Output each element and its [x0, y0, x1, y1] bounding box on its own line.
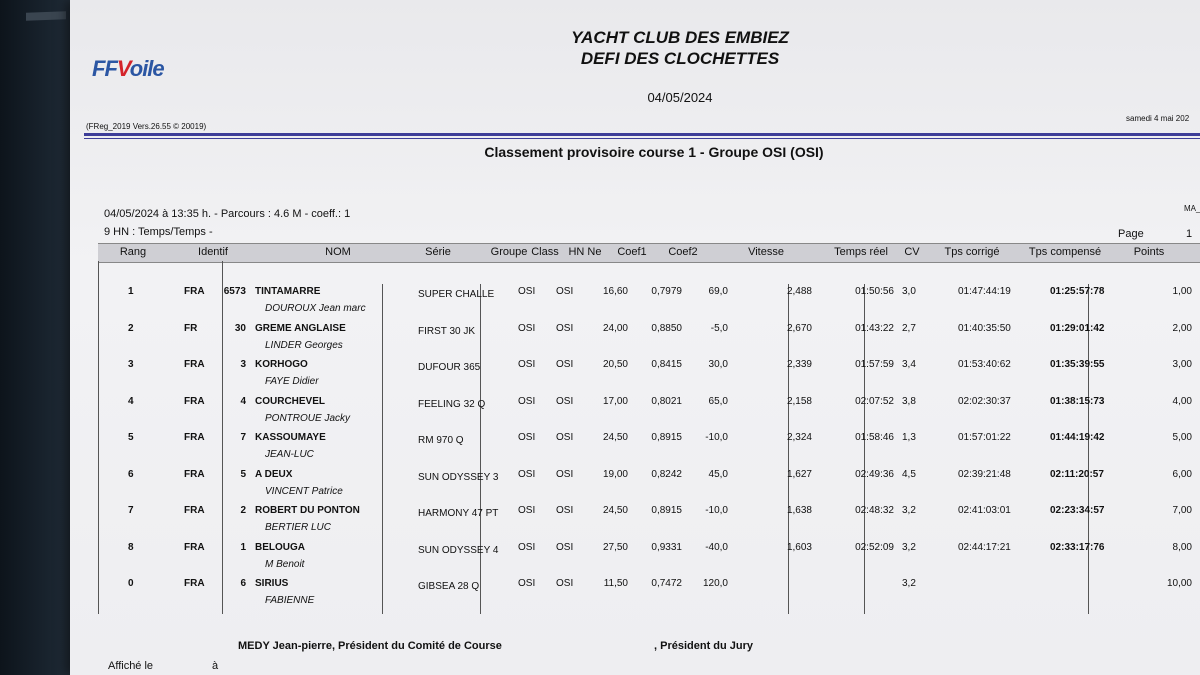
- logo-ff: FF: [92, 56, 117, 81]
- cell-hn: 27,50: [602, 541, 628, 553]
- cell-rang: 0: [128, 578, 134, 589]
- cell-coef1: 0,8915: [651, 505, 682, 516]
- cell-boat: SIRIUS: [255, 578, 289, 589]
- cell-groupe: OSI: [518, 286, 536, 297]
- col-class: Class: [531, 246, 559, 258]
- cell-tps-corrige: 02:44:17:21: [958, 541, 1011, 553]
- col-groupe: Groupe: [490, 246, 528, 258]
- cell-cv: 4,5: [902, 468, 916, 480]
- cell-class: OSI: [556, 505, 574, 516]
- cell-num: 6: [240, 578, 246, 589]
- cell-skipper: FABIENNE: [265, 595, 315, 606]
- club-name: YACHT CLUB DES EMBIEZ: [571, 28, 789, 47]
- posted-at-label: à: [212, 660, 219, 672]
- cell-hn: 24,00: [602, 322, 628, 334]
- cell-num: 6573: [223, 286, 246, 297]
- cell-serie: FEELING 32 Q: [418, 398, 486, 410]
- cell-points: 5,00: [1172, 432, 1192, 443]
- cell-coef2: -40,0: [705, 541, 728, 553]
- cell-hn: 20,50: [602, 359, 628, 370]
- cell-vitesse: 2,339: [786, 359, 812, 370]
- cell-hn: 17,00: [602, 395, 628, 407]
- cell-nat: FRA: [184, 395, 205, 407]
- cell-rang: 2: [128, 322, 134, 334]
- col-serie: Série: [425, 246, 451, 258]
- cell-tps-corrige: 01:53:40:62: [958, 359, 1011, 370]
- cell-temps-reel: 02:48:32: [855, 505, 894, 516]
- cell-tps-compense: 01:29:01:42: [1050, 322, 1105, 334]
- col-tps-compense: Tps compensé: [1028, 246, 1102, 258]
- cell-boat: COURCHEVEL: [255, 395, 326, 407]
- cell-num: 1: [240, 541, 246, 553]
- cell-num: 4: [240, 395, 246, 407]
- cell-rang: 3: [128, 359, 134, 370]
- cell-serie: SUN ODYSSEY 4: [418, 544, 499, 556]
- col-nom: NOM: [325, 246, 351, 258]
- cell-boat: TINTAMARRE: [255, 286, 321, 297]
- print-date: samedi 4 mai 202: [1126, 114, 1190, 123]
- table-row: [98, 319, 1200, 355]
- cell-class: OSI: [556, 541, 574, 553]
- cell-tps-corrige: 01:47:44:19: [958, 286, 1011, 297]
- cell-temps-reel: 02:07:52: [855, 395, 894, 407]
- cell-groupe: OSI: [518, 541, 536, 553]
- cell-rang: 4: [128, 395, 134, 407]
- cell-rang: 6: [128, 468, 134, 480]
- cell-serie: DUFOUR 365: [418, 362, 481, 373]
- cell-tps-compense: 01:44:19:42: [1050, 432, 1105, 443]
- event-date: 04/05/2024: [647, 90, 713, 105]
- cell-boat: BELOUGA: [255, 541, 305, 553]
- col-temps-reel: Temps réel: [834, 246, 888, 258]
- ffvoile-logo: [92, 56, 164, 82]
- cell-num: 3: [240, 359, 246, 370]
- handicap-info: 9 HN : Temps/Temps -: [104, 226, 213, 238]
- cell-nat: FRA: [184, 578, 205, 589]
- software-version: (FReg_2019 Vers.26.55 © 20019): [86, 122, 207, 131]
- page-label: Page: [1118, 228, 1144, 240]
- cell-temps-reel: 02:49:36: [855, 468, 894, 480]
- table-header: [98, 243, 1200, 263]
- cell-serie: HARMONY 47 PT: [418, 508, 499, 519]
- col-rang: Rang: [119, 246, 147, 258]
- cell-nat: FRA: [184, 286, 205, 297]
- col-tps-corrige: Tps corrigé: [944, 246, 1000, 258]
- cell-class: OSI: [556, 578, 574, 589]
- cell-groupe: OSI: [518, 432, 536, 443]
- col-cv: CV: [904, 246, 920, 258]
- cell-tps-corrige: 02:41:03:01: [958, 505, 1011, 516]
- cell-coef1: 0,8415: [651, 359, 682, 370]
- cell-tps-corrige: 02:39:21:48: [958, 468, 1011, 480]
- cell-boat: A DEUX: [255, 468, 293, 480]
- cell-rang: 8: [128, 541, 134, 553]
- cell-tps-compense: 01:25:57:78: [1050, 286, 1105, 297]
- cell-serie: RM 970 Q: [418, 435, 464, 446]
- cell-hn: 24,50: [602, 505, 628, 516]
- cell-rang: 5: [128, 432, 134, 443]
- cell-nat: FRA: [184, 432, 205, 443]
- cell-tps-compense: 02:33:17:76: [1050, 541, 1105, 553]
- cell-cv: 3,0: [902, 286, 916, 297]
- cell-rang: 1: [128, 286, 134, 297]
- cell-tps-compense: 01:38:15:73: [1050, 395, 1105, 407]
- table-row: [98, 501, 1200, 537]
- jury-president: , Président du Jury: [654, 640, 754, 652]
- table-row: [98, 465, 1200, 501]
- logo-v: V: [116, 56, 130, 81]
- cell-points: 6,00: [1172, 468, 1192, 480]
- cell-points: 3,00: [1172, 359, 1192, 370]
- cell-nat: FRA: [184, 541, 205, 553]
- cell-class: OSI: [556, 286, 574, 297]
- header-rule-thick: [84, 133, 1200, 136]
- cell-class: OSI: [556, 468, 574, 480]
- cell-hn: 19,00: [602, 468, 628, 480]
- cell-points: 4,00: [1172, 395, 1192, 407]
- cell-hn: 24,50: [602, 432, 628, 443]
- cell-class: OSI: [556, 359, 574, 370]
- cell-temps-reel: 01:58:46: [855, 432, 894, 443]
- cell-coef2: 65,0: [708, 395, 728, 407]
- cell-cv: 3,4: [902, 359, 916, 370]
- cell-coef1: 0,7472: [651, 578, 682, 589]
- cell-groupe: OSI: [518, 578, 536, 589]
- cell-points: 8,00: [1172, 541, 1192, 553]
- cell-temps-reel: 02:52:09: [855, 541, 894, 553]
- cell-coef2: -10,0: [705, 432, 728, 443]
- cell-coef2: 69,0: [708, 286, 728, 297]
- results-sheet: [70, 0, 1200, 675]
- cell-nat: FRA: [184, 359, 205, 370]
- col-hn: HN Ne: [568, 246, 602, 258]
- cell-nat: FRA: [184, 468, 205, 480]
- cell-tps-compense: 01:35:39:55: [1050, 359, 1105, 370]
- header-rule-thin: [84, 138, 1200, 139]
- cell-coef2: 45,0: [708, 468, 728, 480]
- cell-class: OSI: [556, 395, 574, 407]
- cell-groupe: OSI: [518, 359, 536, 370]
- cell-skipper: VINCENT Patrice: [265, 485, 343, 497]
- cell-cv: 3,2: [902, 578, 916, 589]
- cell-rang: 7: [128, 505, 134, 516]
- cell-class: OSI: [556, 322, 574, 334]
- cell-boat: ROBERT DU PONTON: [255, 505, 360, 516]
- cell-vitesse: 2,158: [786, 395, 812, 407]
- cell-cv: 1,3: [902, 432, 916, 443]
- table-row: [98, 574, 1200, 610]
- cell-cv: 2,7: [902, 322, 916, 334]
- cell-hn: 11,50: [603, 578, 628, 589]
- cell-vitesse: 2,324: [786, 432, 812, 443]
- cell-serie: SUN ODYSSEY 3: [418, 471, 499, 483]
- cell-vitesse: 2,488: [786, 286, 812, 297]
- cell-num: 2: [240, 505, 246, 516]
- race-info: 04/05/2024 à 13:35 h. - Parcours : 4.6 M - coeff.: 1: [104, 208, 351, 220]
- cell-class: OSI: [556, 432, 574, 443]
- cell-skipper: BERTIER LUC: [265, 522, 331, 533]
- cell-points: 2,00: [1172, 322, 1192, 334]
- cell-skipper: PONTROUE Jacky: [265, 412, 351, 424]
- cell-coef2: 120,0: [702, 578, 728, 589]
- cell-coef1: 0,8021: [651, 395, 682, 407]
- cell-skipper: FAYE Didier: [265, 376, 319, 387]
- cell-hn: 16,60: [602, 286, 628, 297]
- cell-coef1: 0,8915: [651, 432, 682, 443]
- cell-cv: 3,2: [902, 541, 916, 553]
- cell-tps-compense: 02:23:34:57: [1050, 505, 1105, 516]
- cell-nat: FRA: [184, 505, 205, 516]
- cell-coef1: 0,8850: [651, 322, 682, 334]
- table-row: [98, 428, 1200, 464]
- posted-label: Affiché le: [108, 660, 154, 672]
- table-row: [98, 282, 1200, 318]
- cell-num: 30: [234, 322, 246, 334]
- cell-tps-corrige: 02:02:30:37: [958, 395, 1011, 407]
- cell-num: 7: [240, 432, 246, 443]
- background-dark-area: [0, 0, 80, 675]
- cell-points: 1,00: [1172, 286, 1192, 297]
- cell-skipper: LINDER Georges: [265, 339, 343, 351]
- cell-skipper: M Benoit: [265, 558, 305, 570]
- col-coef1: Coef1: [617, 246, 647, 258]
- cell-temps-reel: 01:50:56: [855, 286, 894, 297]
- cell-coef1: 0,7979: [651, 286, 682, 297]
- col-coef2: Coef2: [668, 246, 698, 258]
- cell-cv: 3,2: [902, 505, 916, 516]
- cell-serie: GIBSEA 28 Q: [418, 581, 480, 592]
- cell-groupe: OSI: [518, 395, 536, 407]
- cell-serie: SUPER CHALLE: [418, 289, 495, 300]
- cell-boat: GREME ANGLAISE: [255, 322, 346, 334]
- table-row: [98, 538, 1200, 574]
- cell-points: 10,00: [1166, 578, 1192, 589]
- cell-boat: KASSOUMAYE: [255, 432, 326, 443]
- cell-points: 7,00: [1172, 505, 1192, 516]
- cell-coef2: -5,0: [710, 322, 728, 334]
- cell-coef1: 0,9331: [651, 541, 682, 553]
- cell-coef2: -10,0: [705, 505, 728, 516]
- cell-skipper: DOUROUX Jean marc: [265, 303, 366, 314]
- cell-tps-corrige: 01:57:01:22: [958, 432, 1011, 443]
- cell-tps-compense: 02:11:20:57: [1050, 468, 1104, 480]
- cell-groupe: OSI: [518, 505, 536, 516]
- cell-vitesse: 2,670: [786, 322, 812, 334]
- cell-temps-reel: 01:43:22: [855, 322, 894, 334]
- cell-vitesse: 1,638: [786, 505, 812, 516]
- background-edge: [26, 11, 66, 20]
- table-row: [98, 392, 1200, 428]
- cell-vitesse: 1,603: [786, 541, 812, 553]
- cell-serie: FIRST 30 JK: [418, 325, 476, 337]
- table-row: [98, 355, 1200, 391]
- cell-tps-corrige: 01:40:35:50: [958, 322, 1011, 334]
- page-number: 1: [1186, 228, 1193, 240]
- cell-coef2: 30,0: [708, 359, 728, 370]
- cell-boat: KORHOGO: [255, 359, 308, 370]
- cell-coef1: 0,8242: [651, 468, 682, 480]
- cell-num: 5: [240, 468, 246, 480]
- corner-code: MA_: [1184, 204, 1200, 213]
- event-name: DEFI DES CLOCHETTES: [580, 49, 780, 68]
- cell-vitesse: 1,627: [786, 468, 812, 480]
- cell-temps-reel: 01:57:59: [855, 359, 894, 370]
- cell-nat: FR: [184, 322, 198, 334]
- race-committee-president: MEDY Jean-pierre, Président du Comité de Course: [238, 640, 502, 652]
- cell-groupe: OSI: [518, 322, 536, 334]
- cell-cv: 3,8: [902, 395, 916, 407]
- logo-oile: oile: [129, 56, 164, 81]
- col-vitesse: Vitesse: [748, 246, 784, 258]
- ranking-title: Classement provisoire course 1 - Groupe OSI (OSI): [484, 144, 824, 160]
- col-points: Points: [1133, 246, 1165, 258]
- col-identif: Identif: [198, 246, 228, 258]
- cell-skipper: JEAN-LUC: [265, 449, 314, 460]
- cell-groupe: OSI: [518, 468, 536, 480]
